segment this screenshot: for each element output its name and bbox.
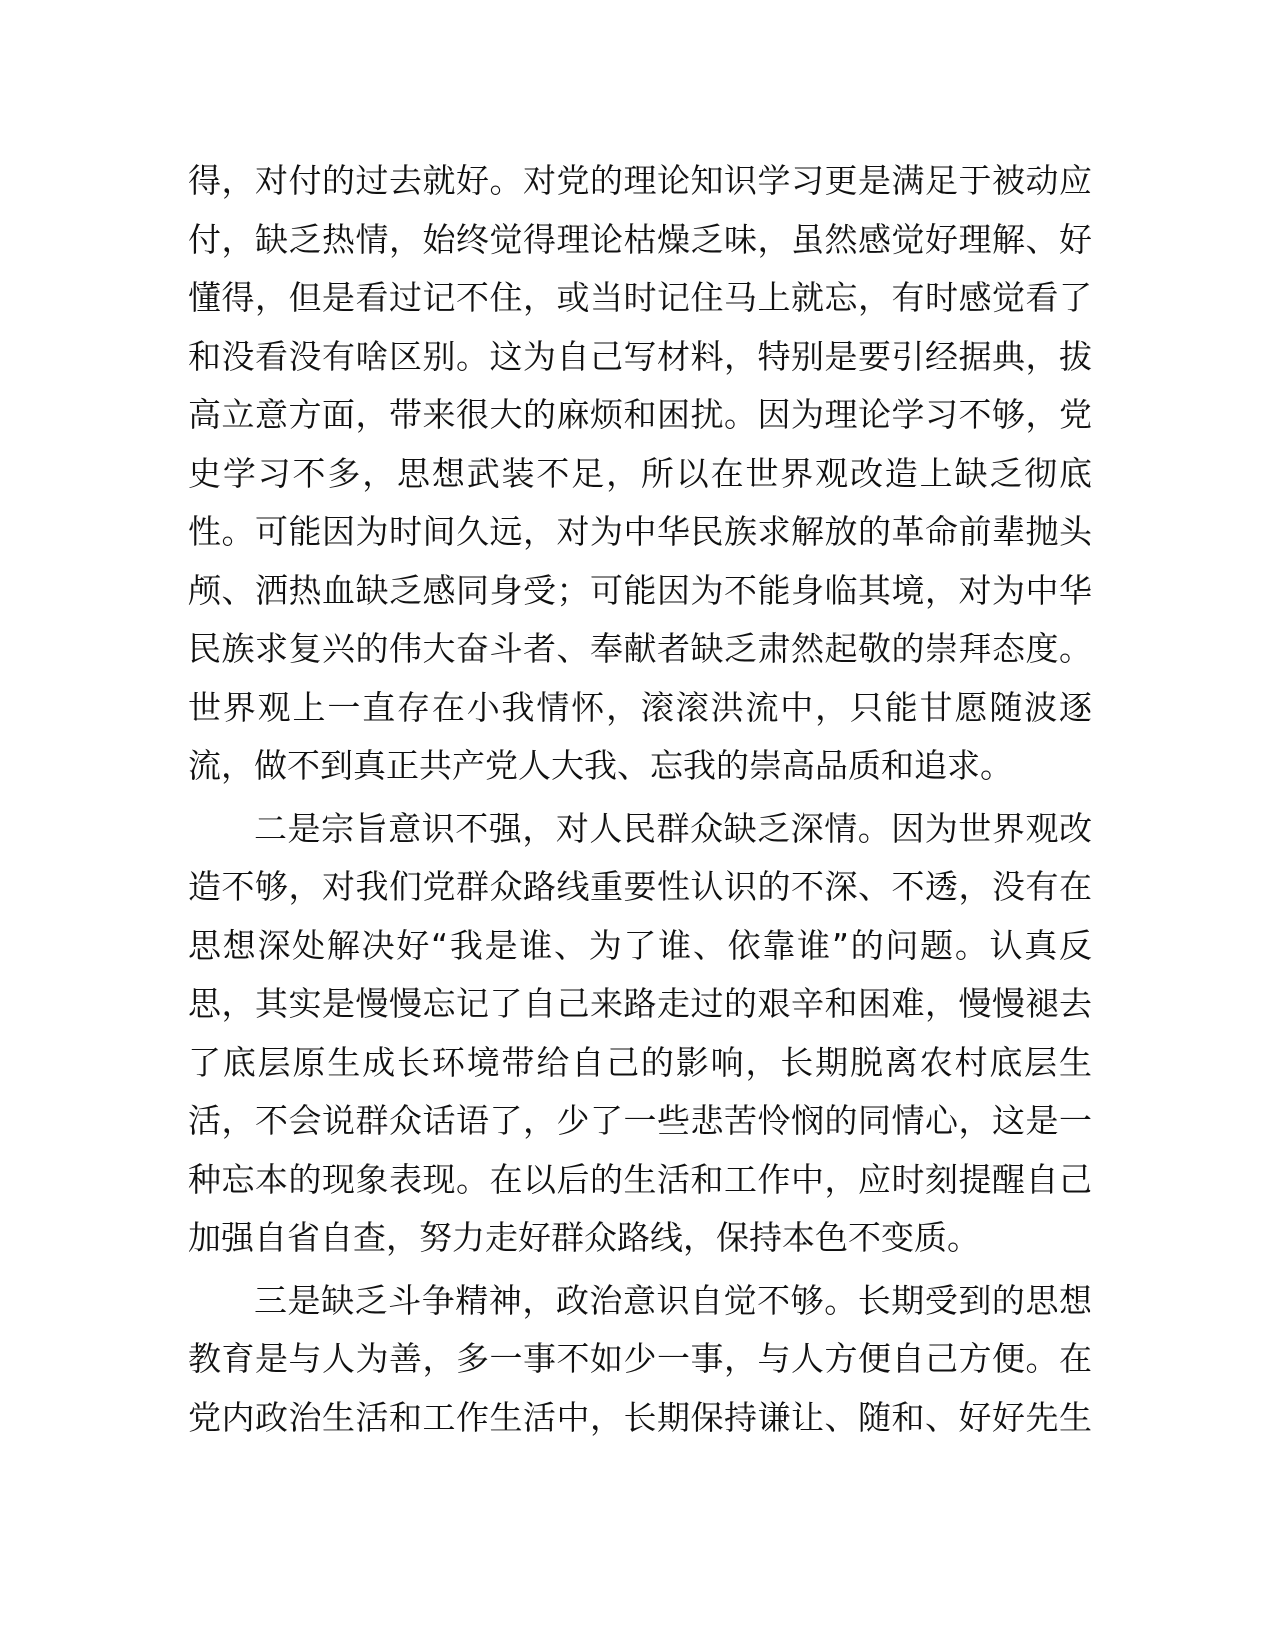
text-line: 世界观上一直存在小我情怀，滚滚洪流中，只能甘愿随波逐 — [188, 687, 1092, 727]
text-line: 活，不会说群众话语了，少了一些悲苦怜悯的同情心，这是一 — [188, 1101, 1092, 1140]
text-line: 种忘本的现象表现。在以后的生活和工作中，应时刻提醒自己 — [188, 1159, 1092, 1199]
text-line: 民族求复兴的伟大奋斗者、奉献者缺乏肃然起敬的崇拜态度。 — [188, 629, 1092, 668]
paragraph-3 — [188, 1272, 1092, 1448]
text-line: 二是宗旨意识不强，对人民群众缺乏深情。因为世界观改 — [254, 808, 1092, 848]
text-line: 三是缺乏斗争精神，政治意识自觉不够。长期受到的思想 — [254, 1280, 1092, 1320]
text-line: 懂得，但是看过记不住，或当时记住马上就忘，有时感觉看了 — [188, 278, 1092, 317]
text-line: 史学习不多，思想武装不足，所以在世界观改造上缺乏彻底 — [188, 453, 1092, 493]
text-line: 得，对付的过去就好。对党的理论知识学习更是满足于被动应 — [188, 161, 1092, 200]
text-line: 性。可能因为时间久远，对为中华民族求解放的革命前辈抛头 — [188, 512, 1092, 551]
document-body — [188, 152, 1092, 1447]
text-line: 高立意方面，带来很大的麻烦和困扰。因为理论学习不够，党 — [188, 395, 1092, 434]
text-line: 教育是与人为善，多一事不如少一事，与人方便自己方便。在 — [188, 1339, 1092, 1378]
text-line: 了底层原生成长环境带给自己的影响，长期脱离农村底层生 — [188, 1042, 1092, 1082]
text-line: 付，缺乏热情，始终觉得理论枯燥乏味，虽然感觉好理解、好 — [188, 219, 1092, 259]
text-line: 思，其实是慢慢忘记了自己来路走过的艰辛和困难，慢慢褪去 — [188, 984, 1092, 1023]
text-line: 思想深处解决好“我是谁、为了谁、依靠谁”的问题。认真反 — [188, 925, 1092, 965]
text-line: 加强自省自查，努力走好群众路线，保持本色不变质。 — [188, 1218, 980, 1257]
text-line: 党内政治生活和工作生活中，长期保持谦让、随和、好好先生 — [188, 1397, 1092, 1437]
paragraph-2 — [188, 800, 1092, 1268]
text-line: 颅、洒热血缺乏感同身受；可能因为不能身临其境，对为中华 — [188, 570, 1092, 610]
paragraph-1 — [188, 152, 1092, 796]
text-line: 流，做不到真正共产党人大我、忘我的崇高品质和追求。 — [188, 746, 1013, 785]
text-line: 造不够，对我们党群众路线重要性认识的不深、不透，没有在 — [188, 867, 1092, 906]
text-line: 和没看没有啥区别。这为自己写材料，特别是要引经据典，拔 — [188, 336, 1092, 376]
